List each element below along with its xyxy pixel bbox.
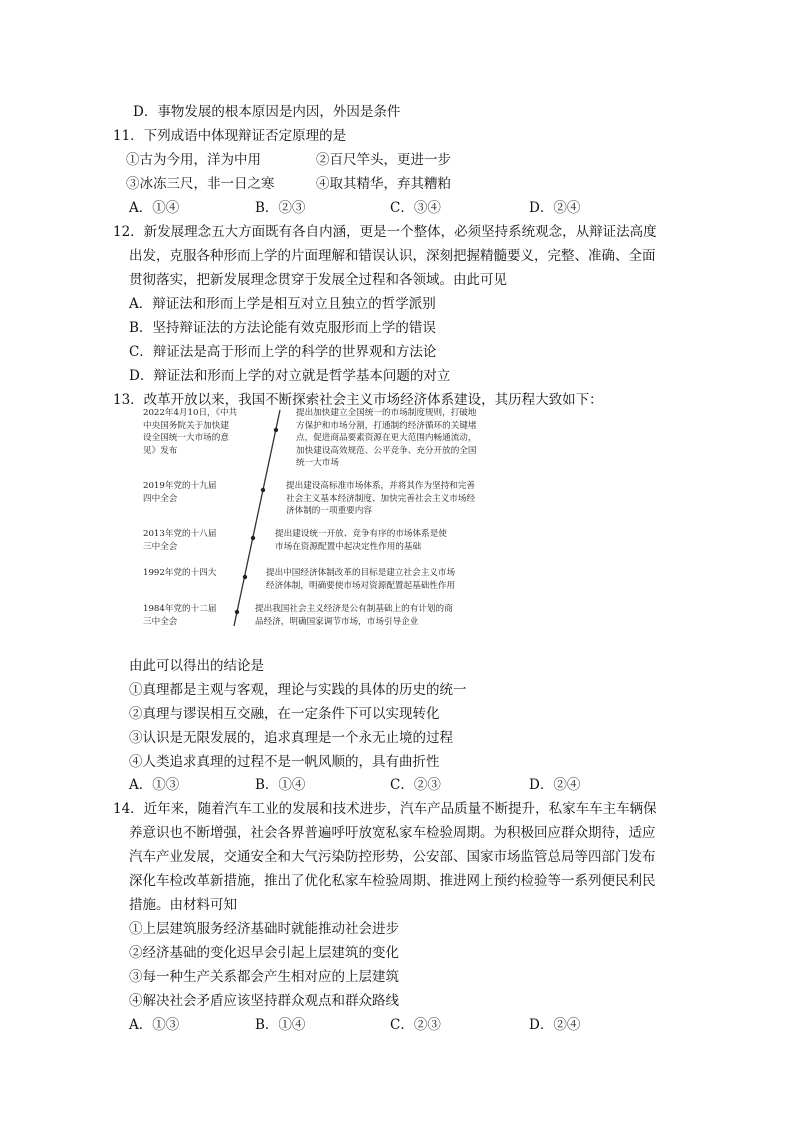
q14-item-1: ①上层建筑服务经济基础时就能推动社会进步 xyxy=(129,921,399,937)
timeline-desc-2019: 提出建设高标准市场体系，并将其作为坚持和完善 社会主义基本经济制度、加快完善社会主义市场经 济体制的一项重要内容 xyxy=(286,481,476,516)
q13-options xyxy=(0,777,794,793)
timeline-node-2019 xyxy=(261,488,265,492)
q12-stem-line-1: 12．新发展理念五大方面既有各自内涵，更是一个整体，必须坚持系统观念，从辩证法高度 xyxy=(113,224,657,240)
q13-option-d: D．②④ xyxy=(529,777,581,793)
timeline-desc-2022: 提出加快建立全国统一的市场制度规则，打破地 方保护和市场分割，打通制约经济循环的关键堵 点，促进商品要素资源在更大范围内畅通流动， 加快建设高效规范、公平竞争、充分开放的全国 统一大市场 xyxy=(296,408,477,468)
q11-item-2: ②百尺竿头，更进一步 xyxy=(316,152,451,168)
q14-option-c: C．②③ xyxy=(390,1017,441,1033)
timeline-node-2013 xyxy=(251,536,255,540)
q14-stem-line-5: 措施。由材料可知 xyxy=(129,897,237,913)
q14-stem-line-2: 养意识也不断增强，社会各界普遍呼吁放宽私家车检验周期。为积极回应群众期待，适应 xyxy=(129,825,656,841)
q12-stem-line-3: 贯彻落实，把新发展理念贯穿于发展全过程和各领域。由此可见 xyxy=(129,272,507,288)
q13-option-a: A．①③ xyxy=(129,777,180,793)
q14-option-a: A．①③ xyxy=(129,1017,180,1033)
q14-stem-line-1: 14．近年来，随着汽车工业的发展和技术进步，汽车产品质量不断提升，私家车车主车辆保 xyxy=(113,801,657,817)
timeline-event-2022: 2022年4月10日，《中共 中央国务院关于加快建 设全国统一大市场的意 见》发布 xyxy=(143,408,238,456)
q10-option-d: D．事物发展的根本原因是内因，外因是条件 xyxy=(133,104,401,120)
q13-item-2: ②真理与谬误相互交融，在一定条件下可以实现转化 xyxy=(129,706,440,722)
timeline-node-1992 xyxy=(243,575,247,579)
q14-options xyxy=(0,1017,794,1033)
timeline-node-2022 xyxy=(274,428,278,432)
q11-option-d: D．②④ xyxy=(529,200,581,216)
q12-option-a: A．辩证法和形而上学是相互对立且独立的哲学派别 xyxy=(129,296,436,312)
q11-item-3: ③冰冻三尺，非一日之寒 xyxy=(126,176,275,192)
q14-item-4: ④解决社会矛盾应该坚持群众观点和群众路线 xyxy=(129,993,399,1009)
q13-conclusion: 由此可以得出的结论是 xyxy=(129,658,264,674)
q14-stem-line-3: 汽车产业发展，交通安全和大气污染防控形势，公安部、国家市场监管总局等四部门发布 xyxy=(129,849,656,865)
timeline-desc-1992: 提出中国经济体制改革的目标是建立社会主义市场 经济体制，明确要使市场对资源配置起基础性作用 xyxy=(266,568,456,591)
timeline-event-1992: 1992年党的十四大 xyxy=(143,568,217,578)
q11-item-4: ④取其精华，弃其糟粕 xyxy=(316,176,451,192)
q11-option-c: C．③④ xyxy=(390,200,441,216)
q11-option-a: A．①④ xyxy=(129,200,180,216)
q14-item-2: ②经济基础的变化迟早会引起上层建筑的变化 xyxy=(129,945,399,961)
q12-option-c: C．辩证法是高于形而上学的科学的世界观和方法论 xyxy=(129,344,437,360)
q12-stem-line-2: 出发，克服各种形而上学的片面理解和错误认识，深刻把握精髓要义，完整、准确、全面 xyxy=(129,248,656,264)
q12-option-b: B．坚持辩证法的方法论能有效克服形而上学的错误 xyxy=(129,320,436,336)
timeline-event-2013: 2013年党的十八届 三中全会 xyxy=(143,529,217,552)
timeline-desc-2013: 提出建设统一开放、竞争有序的市场体系是使 市场在资源配置中起决定性作用的基础 xyxy=(275,529,447,552)
q13-option-c: C．②③ xyxy=(390,777,441,793)
q14-option-b: B．①④ xyxy=(255,1017,306,1033)
q11-item-1: ①古为今用，洋为中用 xyxy=(126,152,261,168)
timeline-event-1984: 1984年党的十二届 三中全会 xyxy=(143,604,217,627)
q14-option-d: D．②④ xyxy=(529,1017,581,1033)
q13-option-b: B．①④ xyxy=(255,777,306,793)
q14-item-3: ③每一种生产关系都会产生相对应的上层建筑 xyxy=(129,969,399,985)
q13-item-1: ①真理都是主观与客观，理论与实践的具体的历史的统一 xyxy=(129,682,467,698)
q11-stem: 11．下列成语中体现辩证否定原理的是 xyxy=(113,128,347,144)
q11-option-b: B．②③ xyxy=(255,200,306,216)
q14-stem-line-4: 深化车检改革新措施，推出了优化私家车检验周期、推进网上预约检验等一系列便民利民 xyxy=(129,873,656,889)
q12-option-d: D．辩证法和形而上学的对立就是哲学基本问题的对立 xyxy=(129,368,451,384)
timeline-desc-1984: 提出我国社会主义经济是公有制基础上的有计划的商 品经济，明确国家调节市场，市场引导企业 xyxy=(255,604,453,627)
q13-item-3: ③认识是无限发展的，追求真理是一个永无止境的过程 xyxy=(129,730,453,746)
timeline-event-2019: 2019年党的十九届 四中全会 xyxy=(143,481,217,504)
timeline-node-1984 xyxy=(235,610,239,614)
q13-item-4: ④人类追求真理的过程不是一帆风顺的，具有曲折性 xyxy=(129,754,440,770)
timeline-axis xyxy=(234,410,280,626)
q13-stem: 13．改革开放以来，我国不断探索社会主义市场经济体系建设，其历程大致如下： xyxy=(113,392,603,408)
